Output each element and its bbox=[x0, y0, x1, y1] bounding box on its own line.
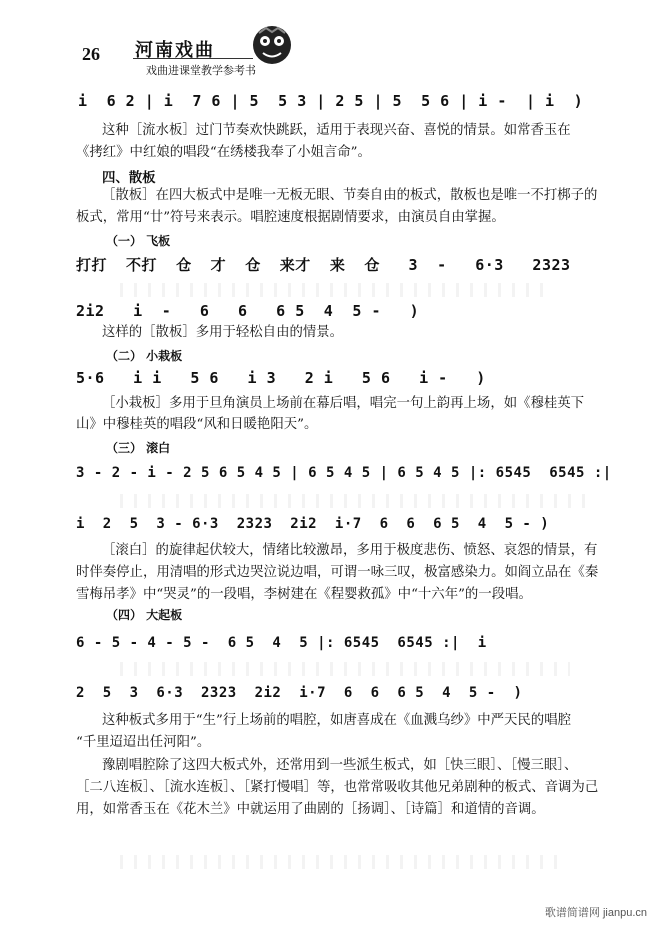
scan-noise bbox=[120, 283, 550, 297]
feiban-paragraph: 这样的［散板］多用于轻松自由的情景。 bbox=[102, 325, 344, 340]
daqiban-notation-line1: 6 - 5 - 4 - 5 - 6 5 4 5 |: 6545 6545 :| i bbox=[76, 635, 487, 651]
feiban-heading: （一） 飞板 bbox=[106, 234, 171, 248]
scan-noise bbox=[120, 494, 590, 508]
daqiban-paragraph-line1: 这种板式多用于“生”行上场前的唱腔，如唐喜成在《血溅乌纱》中严天民的唱腔 bbox=[102, 713, 571, 728]
guntai-notation-line1: 3 - 2 - i - 2 5 6 5 4 5 | 6 5 4 5 | 6 5 4 5 |: 6545 6545 :| bbox=[76, 465, 612, 481]
page-number: 26 bbox=[82, 44, 100, 64]
scan-noise bbox=[120, 662, 570, 676]
liushui-paragraph-line1: 这种［流水板］过门节奏欢快跳跃，适用于表现兴奋、喜悦的情景。如常香玉在 bbox=[102, 123, 571, 138]
liushui-notation: i 6 2 | i 7 6 | 5 5 3 | 2 5 | 5 5 6 | i - | i ) bbox=[78, 92, 584, 110]
feiban-notation-line1: 打打 不打 仓 才 仓 来才 来 仓 3 - 6·3 2323 bbox=[76, 256, 571, 274]
xiaozaiban-paragraph-line2: 山》中穆桂英的唱段“风和日暖艳阳天”。 bbox=[76, 417, 318, 432]
feiban-notation-line2: 2i2 i - 6 6 6 5 4 5 - ) bbox=[76, 302, 420, 320]
guntai-heading: （三） 滚白 bbox=[106, 441, 171, 455]
brand-subtitle: 戏曲进课堂教学参考书 bbox=[146, 64, 256, 77]
brand-divider bbox=[133, 58, 253, 59]
opera-mask-icon bbox=[251, 24, 293, 66]
closing-paragraph-line2: ［二八连板］、［流水连板］、［紧打慢唱］等，也常常吸收其他兄弟剧种的板式、音调为己 bbox=[76, 780, 599, 795]
guntai-paragraph-line3: 雪梅吊孝》中“哭灵”的一段唱，李树建在《程婴救孤》中“十六年”的一段唱。 bbox=[76, 587, 532, 602]
guntai-paragraph-line1: ［滚白］的旋律起伏较大，情绪比较激昂，多用于极度悲伤、愤怒、哀怨的情景，有 bbox=[102, 543, 598, 558]
scan-noise bbox=[120, 855, 560, 869]
daqiban-paragraph-line2: “千里迢迢出任河阳”。 bbox=[76, 735, 211, 750]
watermark: 歌谱简谱网 jianpu.cn bbox=[544, 907, 647, 919]
sanban-paragraph-line2: 板式，常用“廿”符号来表示。唱腔速度根据剧情要求，由演员自由掌握。 bbox=[76, 210, 505, 225]
xiaozaiban-paragraph-line1: ［小栽板］多用于旦角演员上场前在幕后唱，唱完一句上韵再上场，如《穆桂英下 bbox=[102, 396, 585, 411]
closing-paragraph-line3: 用，如常香玉在《花木兰》中就运用了曲剧的［扬调］、［诗篇］和道情的音调。 bbox=[76, 802, 545, 817]
sanban-paragraph-line1: ［散板］在四大板式中是唯一无板无眼、节奏自由的板式，散板也是唯一不打梆子的 bbox=[102, 188, 598, 203]
xiaozaiban-notation: 5·6 i i 5 6 i 3 2 i 5 6 i - ) bbox=[76, 369, 486, 387]
daqiban-heading: （四） 大起板 bbox=[106, 608, 183, 622]
guntai-paragraph-line2: 时伴奏停止，用清唱的形式边哭泣说边唱，可谓一咏三叹，极富感染力。如阎立品在《秦 bbox=[76, 565, 599, 580]
xiaozaiban-heading: （二） 小栽板 bbox=[106, 349, 183, 363]
closing-paragraph-line1: 豫剧唱腔除了这四大板式外，还常用到一些派生板式，如［快三眼］、［慢三眼］、 bbox=[102, 758, 578, 773]
brand-title: 河南戏曲 bbox=[135, 40, 215, 61]
guntai-notation-line2: i 2 5 3 - 6·3 2323 2i2 i·7 6 6 6 5 4 5 - ) bbox=[76, 516, 550, 532]
daqiban-notation-line2: 2 5 3 6·3 2323 2i2 i·7 6 6 6 5 4 5 - ) bbox=[76, 685, 523, 701]
liushui-paragraph-line2: 《拷红》中红娘的唱段“在绣楼我奉了小姐言命”。 bbox=[76, 145, 371, 160]
sanban-heading: 四、散板 bbox=[102, 170, 156, 186]
